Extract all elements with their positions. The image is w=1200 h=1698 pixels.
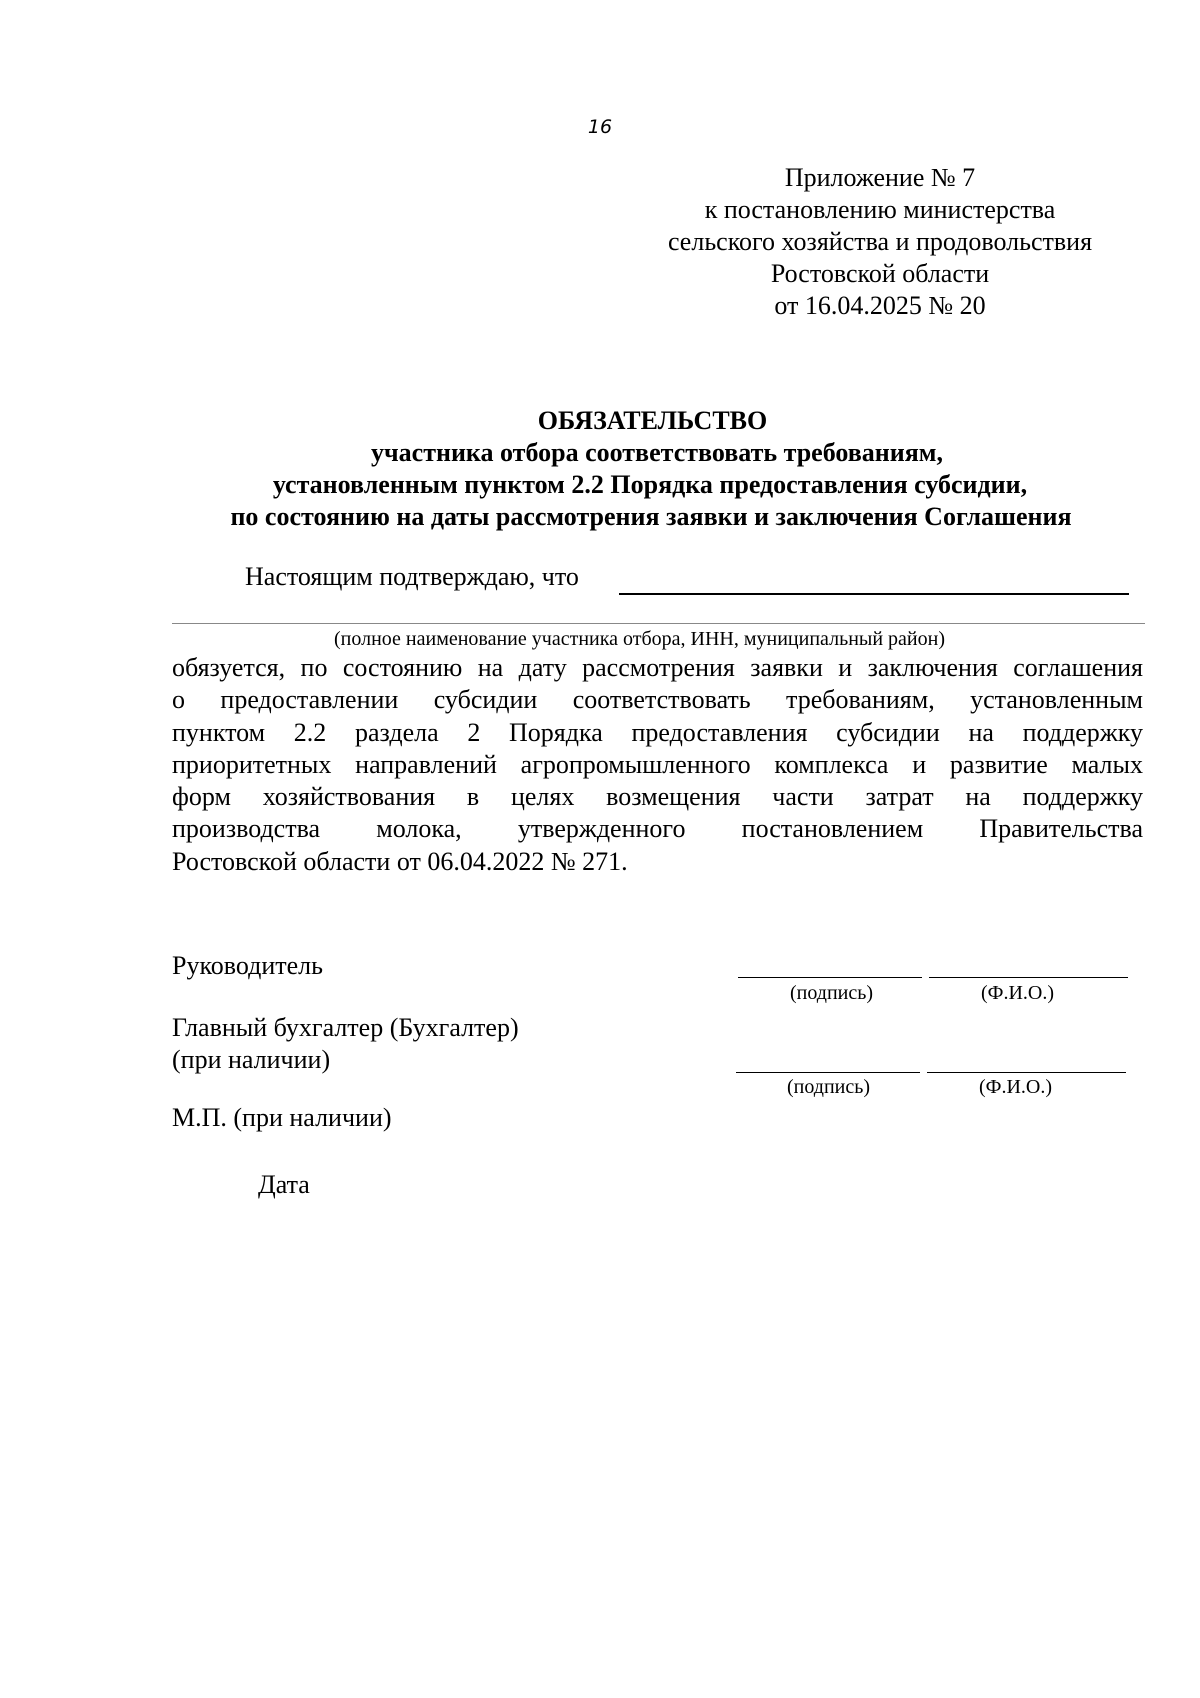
confirm-text: Настоящим подтверждаю, что: [245, 562, 579, 591]
head-signature-caption: (подпись): [790, 982, 874, 1004]
body-line: Ростовской области от 06.04.2022 № 271.: [172, 846, 628, 876]
body-line: обязуется, по состоянию на дату рассмотрения заявки и заключения соглашения: [172, 653, 1143, 682]
body-line: о предоставлении субсидии соответствовать требованиям, установленным: [172, 685, 1143, 715]
participant-name-field[interactable]: [619, 593, 1129, 595]
appendix-line: сельского хозяйства и продовольствия: [667, 227, 1093, 256]
participant-name-field-continuation[interactable]: [172, 623, 1145, 624]
head-name-caption: (Ф.И.О.): [981, 982, 1055, 1004]
accountant-label: Главный бухгалтер (Бухгалтер): [172, 1013, 519, 1042]
head-signature-field[interactable]: [738, 977, 922, 978]
body-line: форм хозяйствования в целях возмещения части затрат на поддержку: [172, 782, 1143, 812]
accountant-name-caption: (Ф.И.О.): [979, 1076, 1053, 1098]
appendix-header: [640, 162, 1120, 322]
appendix-line: Приложение № 7: [784, 163, 976, 192]
participant-caption: (полное наименование участника отбора, ИНН, муниципальный район): [334, 628, 945, 650]
head-label: Руководитель: [172, 951, 323, 980]
obligation-body: [172, 652, 1143, 878]
head-name-field[interactable]: [929, 977, 1128, 978]
accountant-name-field[interactable]: [927, 1072, 1126, 1073]
body-line: производства молока, утвержденного постановлением Правительства: [172, 814, 1143, 844]
accountant-signature-caption: (подпись): [787, 1076, 871, 1098]
body-line: приоритетных направлений агропромышленного комплекса и развитие малых: [172, 749, 1143, 779]
appendix-line: от 16.04.2025 № 20: [774, 291, 986, 320]
appendix-line: к постановлению министерства: [704, 195, 1056, 224]
body-line: пунктом 2.2 раздела 2 Порядка предоставления субсидии на поддержку: [172, 717, 1143, 747]
title-line: установленным пунктом 2.2 Порядка предоставления субсидии,: [272, 470, 1028, 499]
page-number: 16: [587, 116, 613, 138]
accountant-signature-field[interactable]: [736, 1072, 920, 1073]
title-line: по состоянию на даты рассмотрения заявки и заключения Соглашения: [230, 502, 1072, 531]
title-heading: ОБЯЗАТЕЛЬСТВО: [537, 406, 768, 435]
document-title: [160, 405, 1120, 533]
appendix-line: Ростовской области: [770, 259, 990, 288]
date-label: Дата: [258, 1170, 310, 1199]
stamp-label: М.П. (при наличии): [172, 1103, 392, 1132]
title-line: участника отбора соответствовать требованиям,: [371, 438, 943, 467]
accountant-note: (при наличии): [172, 1045, 331, 1074]
